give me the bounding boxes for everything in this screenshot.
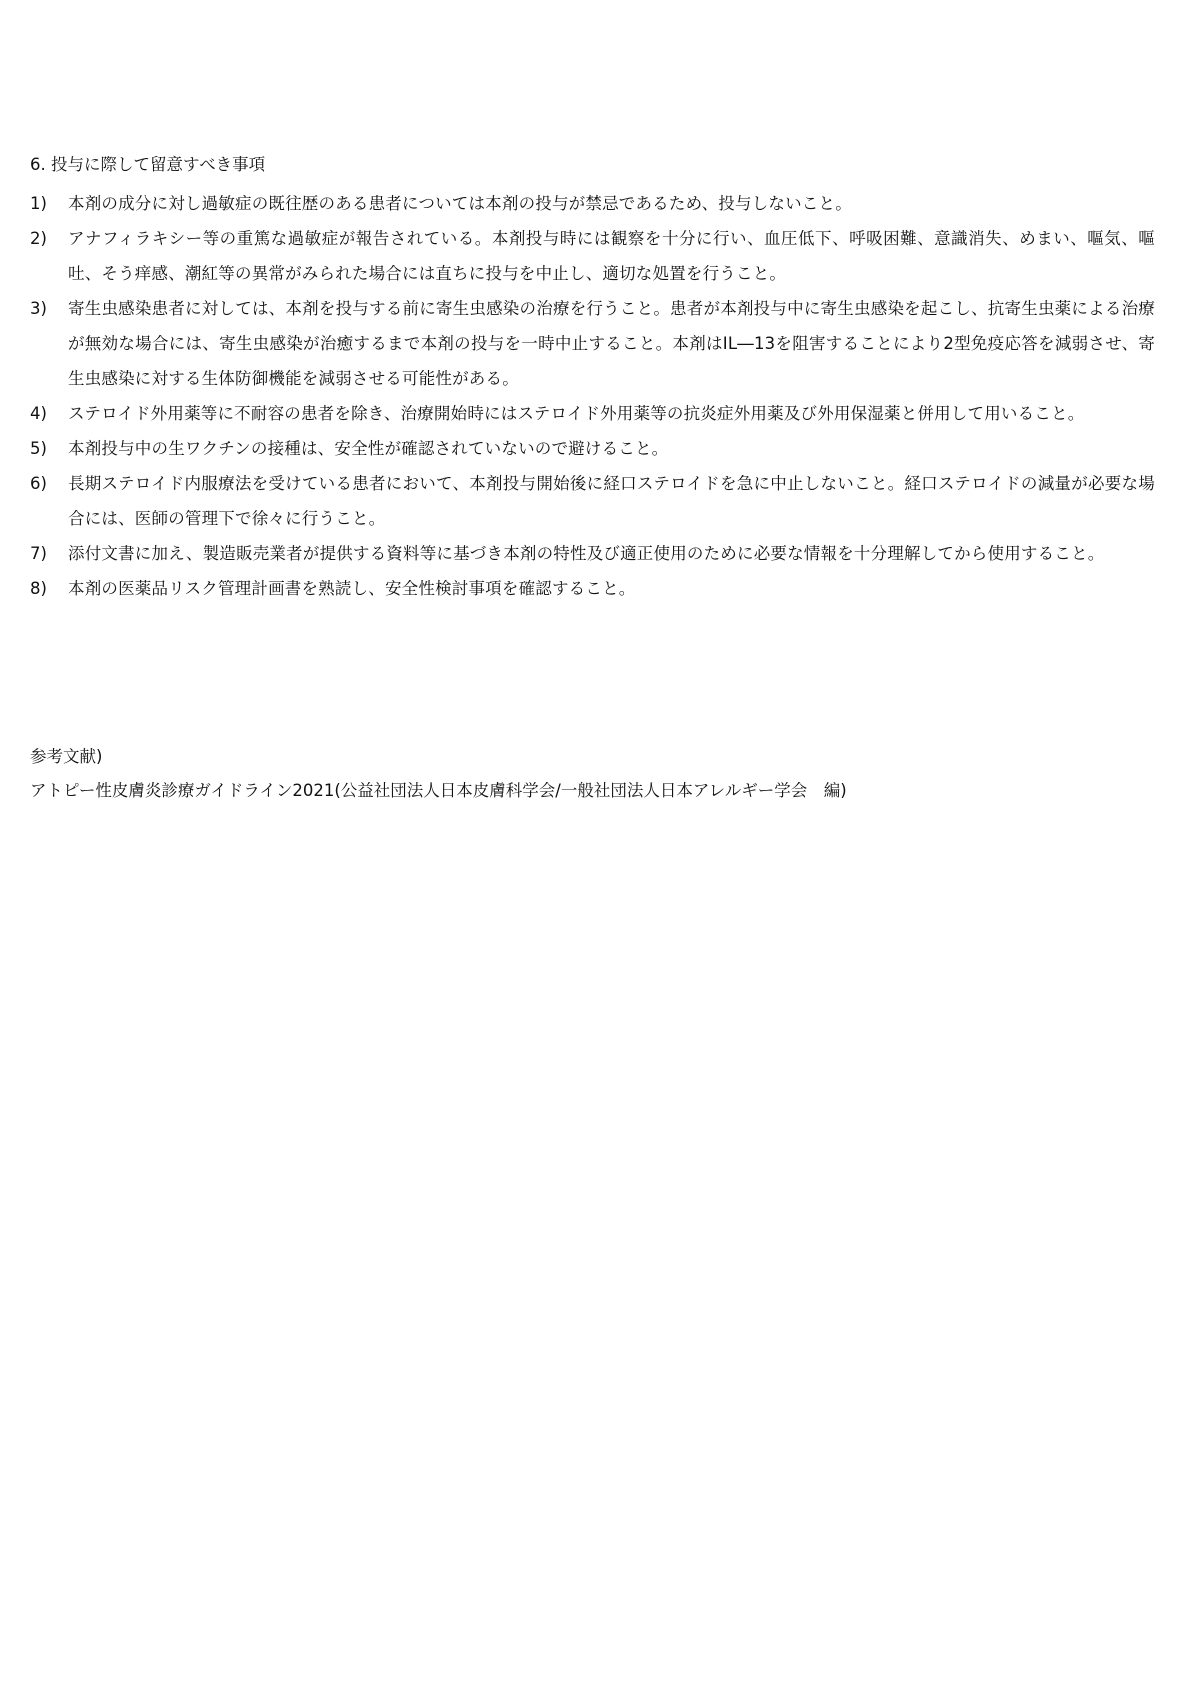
precautions-section bbox=[30, 154, 1155, 606]
list-item bbox=[30, 291, 1155, 396]
item-text: 長期ステロイド内服療法を受けている患者において、本剤投与開始後に経口ステロイドを急に中止しないこと。経口ステロイドの減量が必要な場合には、医師の管理下で徐々に行うこと。 bbox=[68, 474, 1155, 528]
list-item bbox=[30, 186, 1155, 221]
item-text: ステロイド外用薬等に不耐容の患者を除き、治療開始時にはステロイド外用薬等の抗炎症外用薬及び外用保湿薬と併用して用いること。 bbox=[68, 404, 1085, 423]
list-item bbox=[30, 536, 1155, 571]
list-item bbox=[30, 431, 1155, 466]
list-item bbox=[30, 221, 1155, 291]
references-heading: 参考文献) bbox=[30, 747, 103, 766]
item-number: 8) bbox=[30, 579, 47, 598]
item-text: アナフィラキシー等の重篤な過敏症が報告されている。本剤投与時には観察を十分に行い、血圧低下、呼吸困難、意識消失、めまい、嘔気、嘔吐、そう痒感、潮紅等の異常がみられた場合には直ちに投与を中止し、適切な処置を行うこと。 bbox=[68, 229, 1155, 283]
item-text: 寄生虫感染患者に対しては、本剤を投与する前に寄生虫感染の治療を行うこと。患者が本剤投与中に寄生虫感染を起こし、抗寄生虫薬による治療が無効な場合には、寄生虫感染が治癒するまで本剤の投与を一時中止すること。本剤はIL―13を阻害することにより2型免疫応答を減弱させ、寄生虫感染に対する生体防御機能を減弱させる可能性がある。 bbox=[68, 299, 1155, 388]
item-number: 7) bbox=[30, 544, 47, 563]
item-text: 本剤投与中の生ワクチンの接種は、安全性が確認されていないので避けること。 bbox=[68, 439, 669, 458]
item-text: 添付文書に加え、製造販売業者が提供する資料等に基づき本剤の特性及び適正使用のために必要な情報を十分理解してから使用すること。 bbox=[68, 544, 1105, 563]
list-item bbox=[30, 466, 1155, 536]
item-number: 1) bbox=[30, 194, 47, 213]
section-title: 6. 投与に際して留意すべき事項 bbox=[30, 155, 266, 174]
item-number: 4) bbox=[30, 404, 47, 423]
item-number: 3) bbox=[30, 299, 47, 318]
references-section bbox=[30, 746, 1155, 802]
item-number: 5) bbox=[30, 439, 47, 458]
item-text: 本剤の成分に対し過敏症の既往歴のある患者については本剤の投与が禁忌であるため、投与しないこと。 bbox=[68, 194, 852, 213]
item-number: 6) bbox=[30, 474, 47, 493]
item-text: 本剤の医薬品リスク管理計画書を熟読し、安全性検討事項を確認すること。 bbox=[68, 579, 636, 598]
list-item bbox=[30, 396, 1155, 431]
reference-entry: アトピー性皮膚炎診療ガイドライン2021(公益社団法人日本皮膚科学会/一般社団法人日本アレルギー学会 編) bbox=[30, 781, 847, 800]
item-number: 2) bbox=[30, 229, 47, 248]
list-item bbox=[30, 571, 1155, 606]
